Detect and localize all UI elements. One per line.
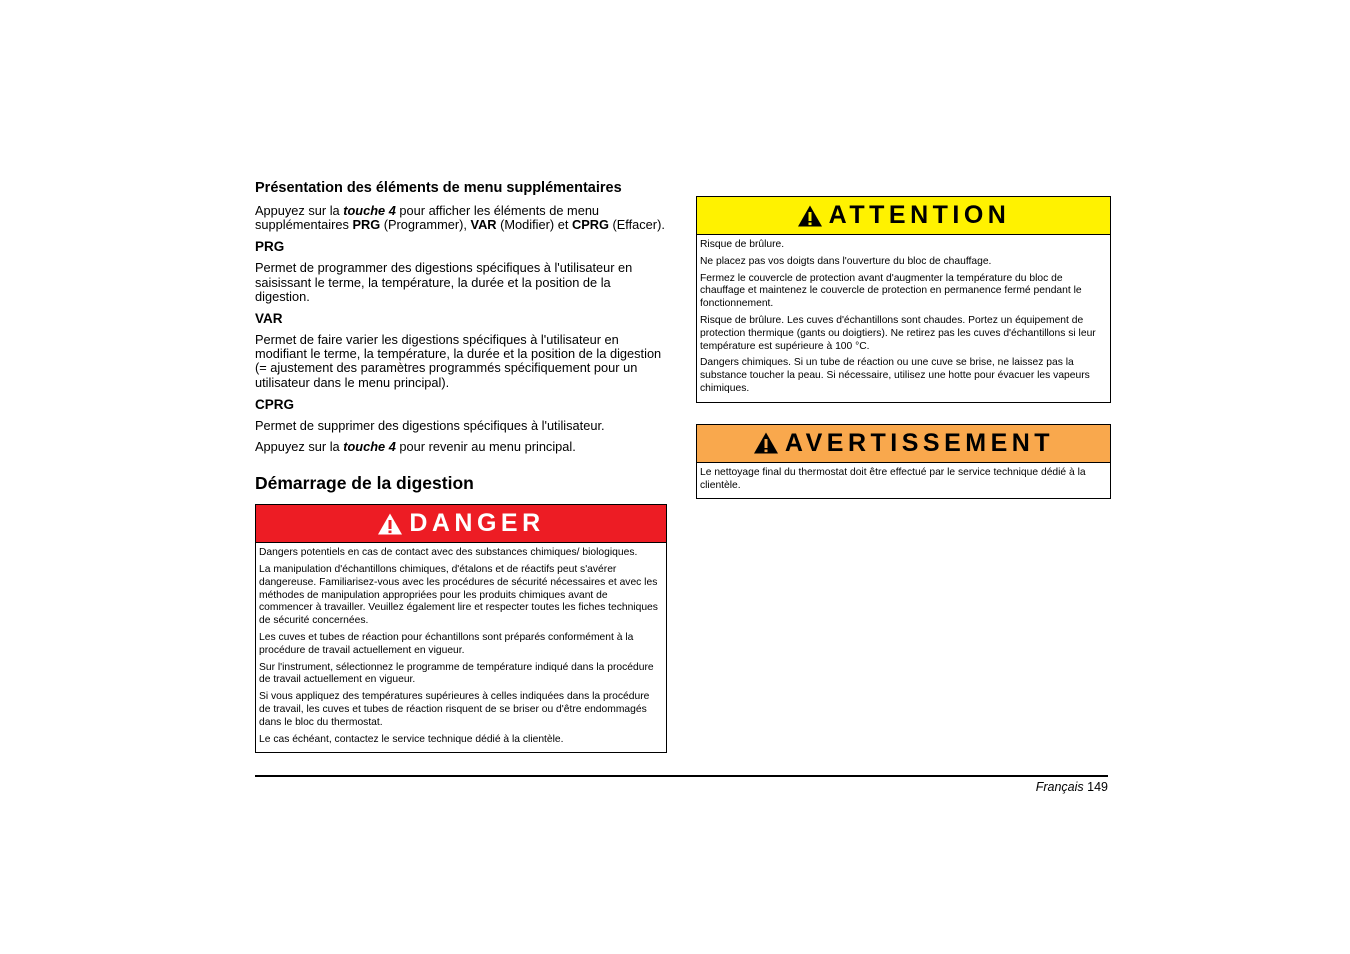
avertissement-header	[697, 425, 1110, 463]
section-title: Démarrage de la digestion	[255, 473, 474, 494]
intro-text: (Modifier) et	[496, 217, 572, 233]
intro-text: (Programmer),	[380, 217, 471, 233]
danger-paragraph: La manipulation d'échantillons chimiques, d'étalons et de réactifs peut s'avérer dangereuse. Familiarisez-vous avec les procédures de sécurité nécessaires et avec les méthodes de manipulation appropriées pour les produits chimiques avant de commencer à travailler. Veuillez également lire et respecter toutes les fiches techniques de sécurité concernées.	[259, 564, 658, 627]
key-reference: touche 4	[343, 203, 396, 218]
warning-triangle-icon	[753, 431, 779, 455]
term-heading-var: VAR	[255, 311, 283, 327]
intro-text: Appuyez sur la	[255, 203, 344, 218]
danger-label: DANGER	[409, 509, 545, 538]
return-text: pour revenir au menu principal.	[395, 439, 576, 455]
attention-body	[697, 235, 1110, 402]
intro-paragraph	[255, 204, 667, 232]
footer-language: Français	[1035, 780, 1084, 794]
avertissement-box	[696, 424, 1111, 500]
var-label: VAR	[470, 217, 497, 233]
avertissement-body	[697, 463, 1110, 499]
danger-box	[255, 504, 667, 753]
footer-rule	[255, 775, 1108, 777]
attention-paragraph: Risque de brûlure.	[700, 239, 785, 250]
intro-text: pour afficher les éléments de menu supplémentaires	[255, 203, 600, 233]
prg-label: PRG	[352, 217, 381, 233]
return-paragraph	[255, 440, 667, 454]
term-heading-cprg: CPRG	[255, 396, 295, 412]
danger-body	[256, 543, 666, 752]
avertissement-label: AVERTISSEMENT	[784, 428, 1055, 457]
page-number: 149	[1087, 780, 1108, 794]
term-heading-prg: PRG	[255, 239, 285, 255]
attention-paragraph: Risque de brûlure. Les cuves d'échantillons sont chaudes. Portez un équipement de protection thermique (gants ou doigtiers). Ne retirez pas les cuves d'échantillons si leur température est supérieure à 100 °C.	[700, 314, 1096, 352]
left-column	[255, 180, 667, 753]
danger-paragraph: Les cuves et tubes de réaction pour échantillons sont préparés conformément à la procédure de travail actuellement en vigueur.	[259, 632, 634, 656]
danger-paragraph: Si vous appliquez des températures supérieures à celles indiquées dans la procédure de travail, les cuves et tubes de réaction risquent de se briser ou d'être endommagés dans le bloc du thermostat.	[259, 691, 650, 728]
danger-paragraph: Dangers potentiels en cas de contact avec des substances chimiques/ biologiques.	[259, 547, 638, 559]
term-description-cprg: Permet de supprimer des digestions spécifiques à l'utilisateur.	[255, 417, 605, 433]
attention-box	[696, 196, 1111, 403]
danger-paragraph: Le cas échéant, contactez le service technique dédié à la clientèle.	[259, 733, 564, 745]
key-reference: touche 4	[343, 439, 396, 455]
warning-triangle-icon	[797, 204, 823, 228]
avertissement-paragraph: Le nettoyage final du thermostat doit être effectué par le service technique dédié à la clientèle.	[700, 466, 1086, 491]
return-text: Appuyez sur la	[255, 439, 344, 455]
cprg-label: CPRG	[571, 217, 609, 233]
attention-paragraph: Ne placez pas vos doigts dans l'ouverture du bloc de chauffage.	[700, 255, 992, 267]
page-footer	[1036, 780, 1108, 795]
warning-triangle-icon	[377, 512, 403, 536]
term-description-prg: Permet de programmer des digestions spécifiques à l'utilisateur en saisissant le terme, la température, la durée et la position de la digestion.	[255, 260, 633, 304]
attention-paragraph: Fermez le couvercle de protection avant d'augmenter la température du bloc de chauffage et maintenez le couvercle de protection en permanence fermé pendant le fonctionnement.	[700, 272, 1082, 310]
attention-header	[697, 197, 1110, 235]
menu-items-subheading: Présentation des éléments de menu supplémentaires	[255, 180, 622, 196]
attention-label: ATTENTION	[828, 201, 1011, 229]
intro-text: (Effacer).	[608, 217, 665, 233]
danger-header	[256, 505, 666, 543]
term-description-var: Permet de faire varier les digestions spécifiques à l'utilisateur en modifiant le terme, la température, la durée et la position de la digestion (= ajustement des paramètres programmés spécifiquement pour un utilisateur dans le menu principal).	[255, 332, 662, 390]
right-column	[696, 196, 1111, 499]
attention-paragraph: Dangers chimiques. Si un tube de réaction ou une cuve se brise, ne laissez pas la substance toucher la peau. Si nécessaire, utilisez une hotte pour évacuer les vapeurs chimiques.	[700, 357, 1090, 394]
danger-paragraph: Sur l'instrument, sélectionnez le programme de température indiqué dans la procédure de travail actuellement en vigueur.	[259, 661, 654, 686]
